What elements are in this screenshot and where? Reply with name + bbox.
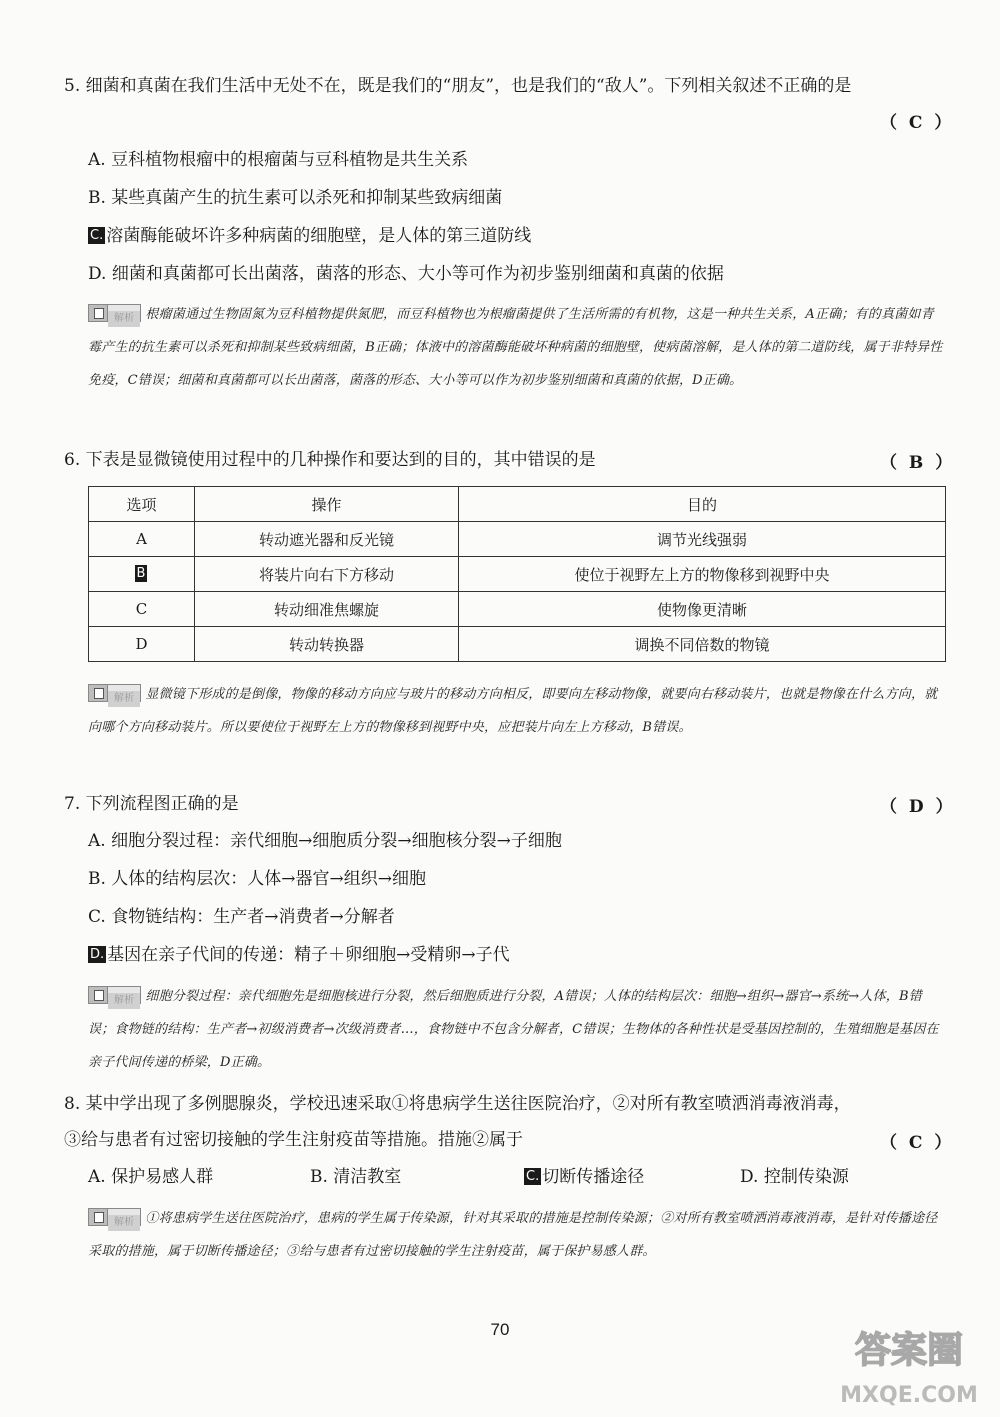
q8-option-b: B. 清洁教室: [310, 1167, 402, 1187]
q5-option-d: D. 细菌和真菌都可长出菌落，菌落的形态、大小等可作为初步鉴别细菌和真菌的依据: [88, 264, 724, 284]
q6-answer: （ B ）: [880, 453, 956, 473]
q8-stem-line1: 8. 某中学出现了多例腮腺炎，学校迅速采取①将患病学生送往医院治疗，②对所有教室喷洒消毒液消毒，: [64, 1094, 851, 1114]
table-row: A 转动遮光器和反光镜 调节光线强弱: [89, 522, 946, 557]
q8-option-a: A. 保护易感人群: [88, 1167, 214, 1187]
analysis-tag-icon: 解析: [88, 304, 141, 322]
q7-option-b: B. 人体的结构层次：人体→器官→组织→细胞: [88, 869, 427, 889]
q5-stem: 5. 细菌和真菌在我们生活中无处不在，既是我们的“朋友”，也是我们的“敌人”。下列相关叙述不正确的是: [64, 76, 852, 96]
q8-explanation: 解析 ①将患病学生送往医院治疗，患病的学生属于传染源，针对其采取的措施是控制传染源；②对所有教室喷洒消毒液消毒，是针对传播途径采取的措施，属于切断传播途径；③给与患者有过密切接触的学生注射疫苗，属于保护易感人群。: [88, 1202, 946, 1268]
q8-option-d: D. 控制传染源: [740, 1167, 849, 1187]
analysis-tag-icon: 解析: [88, 684, 141, 702]
microscope-table: [88, 486, 946, 662]
analysis-tag-icon: 解析: [88, 1208, 141, 1226]
table-header: 操作: [195, 487, 459, 522]
page-number: 70: [490, 1320, 510, 1339]
watermark-logo: [824, 1318, 994, 1410]
table-row: B 将装片向右下方移动 使位于视野左上方的物像移到视野中央: [89, 557, 946, 592]
table-header-row: [89, 487, 946, 522]
correct-answer-mark: B: [136, 566, 146, 581]
table-row: D 转动转换器 调换不同倍数的物镜: [89, 627, 946, 662]
correct-answer-mark: C.: [90, 228, 104, 243]
q6-stem: 6. 下表是显微镜使用过程中的几种操作和要达到的目的，其中错误的是: [64, 450, 596, 470]
q5-option-b: B. 某些真菌产生的抗生素可以杀死和抑制某些致病细菌: [88, 188, 503, 208]
table-header: 目的: [459, 487, 946, 522]
analysis-tag-icon: 解析: [88, 986, 141, 1004]
q5-option-a: A. 豆科植物根瘤中的根瘤菌与豆科植物是共生关系: [88, 150, 469, 170]
q8-stem-line2: ③给与患者有过密切接触的学生注射疫苗等措施。措施②属于: [64, 1130, 523, 1150]
q7-stem: 7. 下列流程图正确的是: [64, 794, 239, 814]
q5-answer: （ C ）: [880, 113, 955, 133]
q8-option-c: C. 切断传播途径: [526, 1167, 645, 1187]
q7-option-c: C. 食物链结构：生产者→消费者→分解者: [88, 907, 395, 927]
q7-explanation: 解析 细胞分裂过程：亲代细胞先是细胞核进行分裂，然后细胞质进行分裂，A错误；人体的结构层次：细胞→组织→器官→系统→人体，B错误；食物链的结构：生产者→初级消费者→次级消费者…，食物链中不包含分解者，C错误；生物体的各种性状是受基因控制的，生殖细胞是基因在亲子代间传递的桥梁，D正确。: [88, 980, 946, 1079]
q6-explanation: 解析 显微镜下形成的是倒像，物像的移动方向应与玻片的移动方向相反，即要向左移动物像，就要向右移动装片，也就是物像在什么方向，就向哪个方向移动装片。所以要使位于视野左上方的物像移到视野中央，应把装片向左上方移动，B错误。: [88, 678, 946, 744]
watermark-top: 答案圈: [854, 1330, 964, 1371]
watermark-bottom: MXQE.COM: [840, 1383, 978, 1408]
q5-option-c: C. 溶菌酶能破坏许多种病菌的细胞壁，是人体的第三道防线: [90, 226, 532, 246]
q7-option-d: D. 基因在亲子代间的传递：精子＋卵细胞→受精卵→子代: [90, 945, 510, 965]
correct-answer-mark: D.: [90, 947, 105, 962]
correct-answer-mark: C.: [526, 1169, 540, 1184]
q8-answer: （ C ）: [880, 1133, 955, 1153]
table-row: C 转动细准焦螺旋 使物像更清晰: [89, 592, 946, 627]
q5-explanation: 解析 根瘤菌通过生物固氮为豆科植物提供氮肥，而豆科植物也为根瘤菌提供了生活所需的有机物，这是一种共生关系，A正确；有的真菌如青霉产生的抗生素可以杀死和抑制某些致病细菌，B正确；体液中的溶菌酶能破坏种病菌的细胞壁，使病菌溶解，是人体的第二道防线，属于非特异性免疫，C错误；细菌和真菌都可以长出菌落，菌落的形态、大小等可以作为初步鉴别细菌和真菌的依据，D正确。: [88, 298, 946, 397]
q7-answer: （ D ）: [880, 797, 956, 817]
q7-option-a: A. 细胞分裂过程：亲代细胞→细胞质分裂→细胞核分裂→子细胞: [88, 831, 562, 851]
table-header: 选项: [89, 487, 195, 522]
